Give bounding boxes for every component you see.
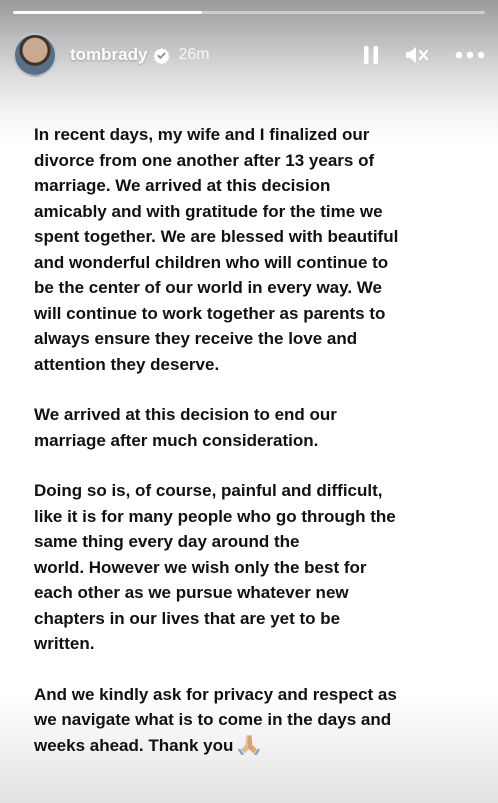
paragraph-1: In recent days, my wife and I finalized our divorce from one another after 13 years of marriage. We arrived at this decision amicably and with gratitude for the time we spent together. We are blessed with beautiful and wonderful children who will continue to be the center of our world in every way. We will continue to work together as parents to always ensure they receive the love and attention they deserve. bbox=[34, 125, 399, 374]
story-progress-fill bbox=[13, 11, 202, 14]
story-header bbox=[13, 32, 485, 78]
post-time: 26m bbox=[178, 46, 210, 63]
avatar[interactable] bbox=[13, 33, 57, 77]
paragraph-2: We arrived at this decision to end our marriage after much consideration. bbox=[34, 405, 337, 450]
speaker-muted-icon[interactable] bbox=[405, 45, 429, 65]
verified-badge-icon bbox=[153, 47, 170, 64]
story-progress-bar bbox=[13, 11, 485, 14]
pause-icon[interactable] bbox=[363, 45, 379, 65]
paragraph-3: Doing so is, of course, painful and difficult, like it is for many people who go through the same thing every day around the world. However we wish only the best for each other as we pursue whatever new chapters in our lives that are yet to be written. bbox=[34, 481, 396, 653]
story-text bbox=[34, 122, 474, 762]
story-controls bbox=[363, 45, 485, 65]
username[interactable]: tombrady bbox=[70, 45, 148, 64]
paragraph-4 bbox=[34, 682, 474, 763]
paragraph-4-text: And we kindly ask for privacy and respect as we navigate what is to come in the days and weeks ahead. Thank you bbox=[34, 684, 397, 755]
more-options-icon[interactable] bbox=[455, 51, 485, 59]
folded-hands-icon bbox=[237, 733, 261, 763]
